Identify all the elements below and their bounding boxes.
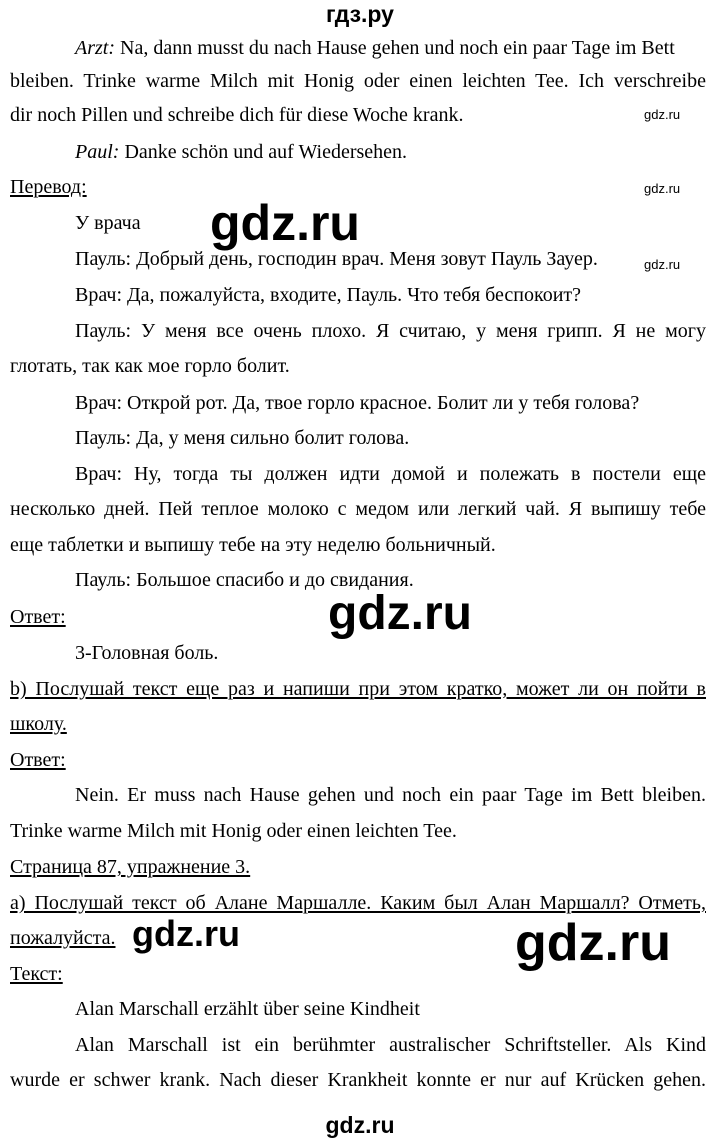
translation-line-6b: несколько дней. Пей теплое молоко с медом или легкий чай. Я выпишу тебе	[10, 498, 706, 520]
text-line-2: wurde er schwer krank. Nach dieser Krankheit konnte er nur auf Krücken gehen.	[10, 1069, 706, 1091]
exercise-title: Страница 87, упражнение 3.	[10, 856, 251, 878]
watermark-small-3: gdz.ru	[644, 257, 681, 272]
translation-line-6c: еще таблетки и выпишу тебе на эту неделю больничный.	[10, 534, 496, 556]
task-b-line-2: школу.	[10, 713, 67, 735]
answer-2-heading: Ответ:	[10, 749, 66, 771]
arzt-line-2: bleiben. Trinke warme Milch mit Honig oder einen leichten Tee. Ich verschreibe	[10, 70, 706, 92]
arzt-line-3: dir noch Pillen und schreibe dich für diese Woche krank.	[10, 104, 464, 126]
answer-2-line-1: Nein. Er muss nach Hause gehen und noch ein paar Tage im Bett bleiben.	[75, 784, 706, 806]
watermark-big-3: gdz.ru	[132, 913, 240, 954]
paul-line	[75, 140, 407, 164]
translation-line-2: Врач: Да, пожалуйста, входите, Пауль. Что тебя беспокоит?	[75, 284, 582, 306]
task-a-line-1: а) Послушай текст об Алане Маршалле. Каким был Алан Маршалл? Отметь,	[10, 892, 706, 914]
answer-1-text: 3-Головная боль.	[75, 642, 219, 664]
task-a-line-2: пожалуйста.	[10, 927, 116, 949]
paul-line-text: Danke schön und auf Wiedersehen.	[124, 141, 408, 163]
watermark-big-2: gdz.ru	[328, 587, 472, 640]
watermark-top: гдз.ру	[326, 1, 394, 27]
watermark-bottom: gdz.ru	[325, 1112, 395, 1138]
text-line-1: Alan Marschall ist ein berühmter australischer Schriftsteller. Als Kind	[75, 1034, 706, 1056]
text-heading: Текст:	[10, 963, 63, 985]
watermark-big-1: gdz.ru	[210, 195, 360, 251]
watermark-small-2: gdz.ru	[644, 181, 681, 196]
translation-heading: Перевод:	[10, 176, 87, 198]
speaker-arzt: Arzt:	[75, 37, 115, 59]
translation-line-3a: Пауль: У меня все очень плохо. Я считаю, у меня грипп. Я не могу	[75, 320, 706, 342]
translation-line-7: Пауль: Большое спасибо и до свидания.	[75, 569, 414, 591]
translation-title: У врача	[75, 212, 141, 234]
watermark-big-4: gdz.ru	[515, 914, 671, 972]
task-b-line-1: b) Послушай текст еще раз и напиши при этом кратко, может ли он пойти в	[10, 678, 706, 700]
translation-line-4: Врач: Открой рот. Да, твое горло красное. Болит ли у тебя голова?	[75, 392, 640, 414]
translation-line-5: Пауль: Да, у меня сильно болит голова.	[75, 427, 410, 449]
translation-line-6a: Врач: Ну, тогда ты должен идти домой и полежать в постели еще	[75, 463, 706, 485]
answer-1-heading: Ответ:	[10, 606, 66, 628]
speaker-paul: Paul:	[75, 141, 120, 163]
answer-2-line-2: Trinke warme Milch mit Honig oder einen leichten Tee.	[10, 820, 457, 842]
arzt-line-1-text: Na, dann musst du nach Hause gehen und noch ein paar Tage im Bett	[120, 37, 675, 59]
translation-line-1: Пауль: Добрый день, господин врач. Меня зовут Пауль Зауер.	[75, 248, 598, 270]
translation-line-3b: глотать, так как мое горло болит.	[10, 355, 290, 377]
watermark-small-1: gdz.ru	[644, 107, 681, 122]
arzt-line-1	[75, 36, 675, 60]
text-title: Alan Marschall erzählt über seine Kindheit	[75, 998, 420, 1020]
